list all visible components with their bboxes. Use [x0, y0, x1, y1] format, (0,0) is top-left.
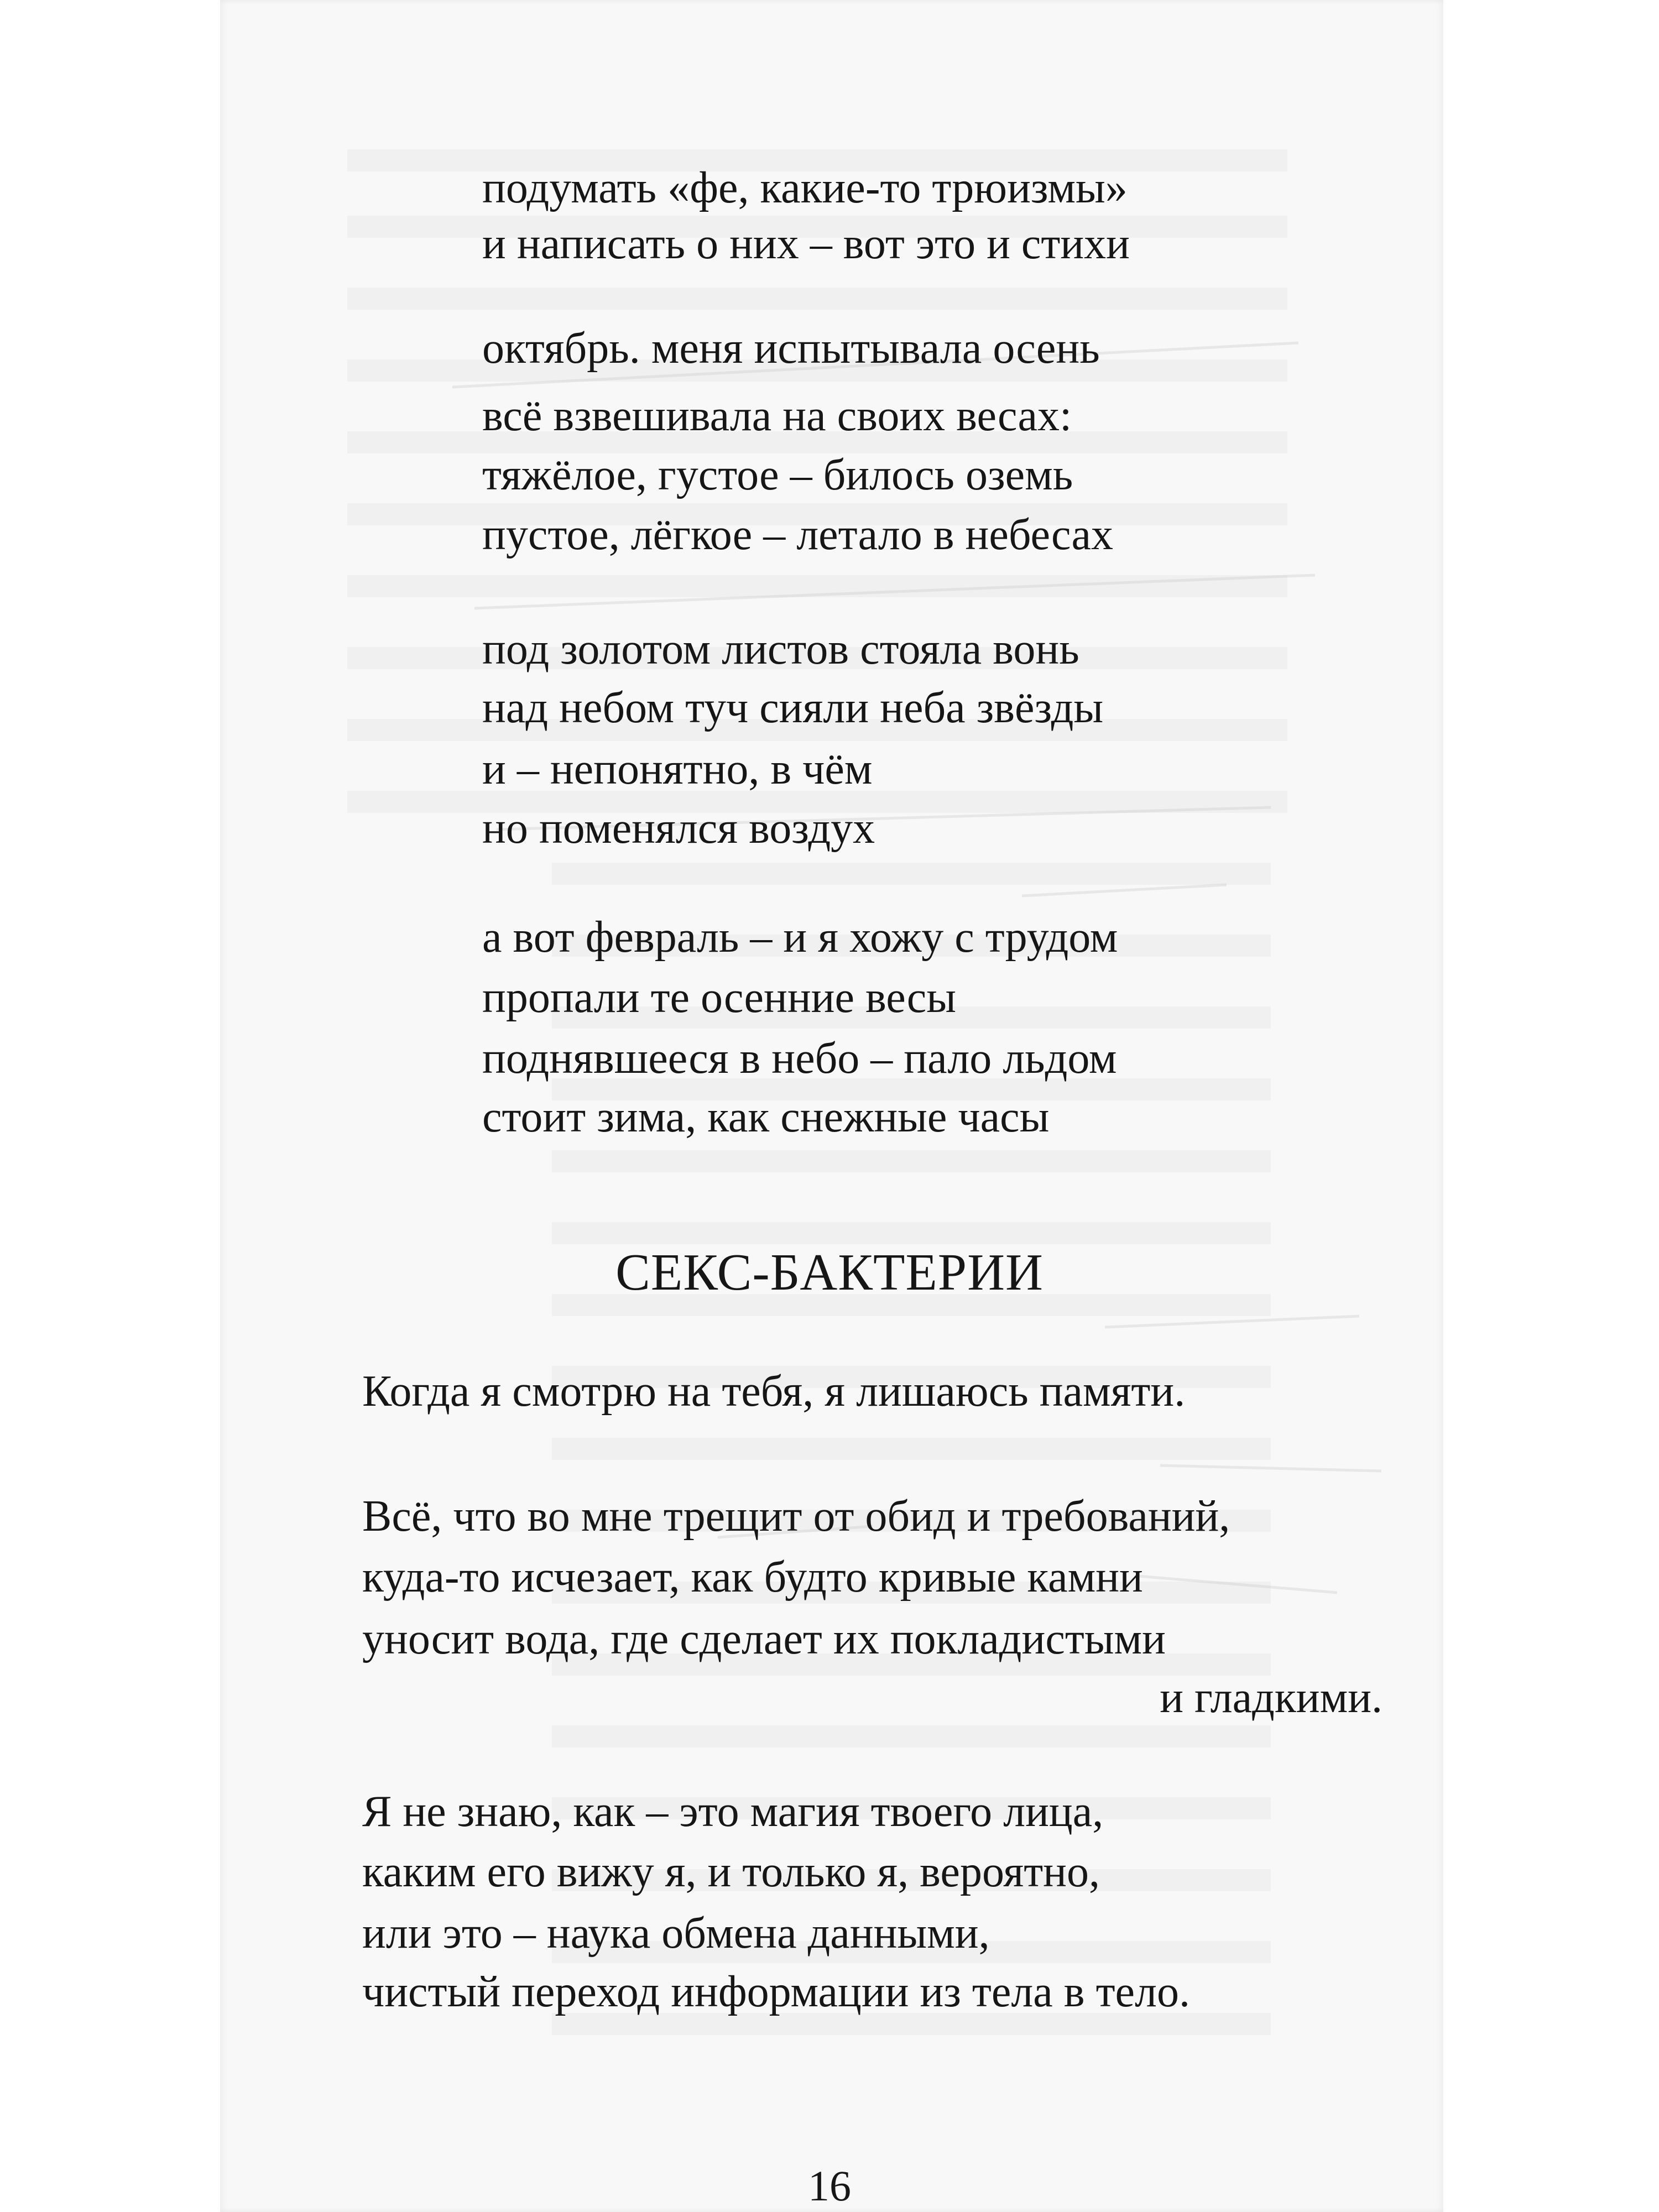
poem-line: и гладкими.: [1160, 1673, 1383, 1722]
poem-line: Всё, что во мне трещит от обид и требований,: [362, 1492, 1230, 1541]
poem-line: октябрь. меня испытывала осень: [482, 324, 1100, 373]
poem-line: и написать о них – вот это и стихи: [482, 220, 1130, 268]
poem-line: над небом туч сияли неба звёзды: [482, 684, 1104, 732]
poem-line: уносит вода, где сделает их покладистыми: [362, 1615, 1166, 1663]
poem-line: пропали те осенние весы: [482, 973, 957, 1022]
poem-line: Я не знаю, как – это магия твоего лица,: [362, 1787, 1104, 1836]
poem-line: подумать «фе, какие-то трюизмы»: [482, 164, 1128, 212]
poem-line: стоит зима, как снежные часы: [482, 1093, 1050, 1141]
poem-line: каким его вижу я, и только я, вероятно,: [362, 1848, 1100, 1896]
poem-line: но поменялся воздух: [482, 804, 875, 853]
poem-line: поднявшееся в небо – пало льдом: [482, 1034, 1117, 1083]
poem-line: и – непонятно, в чём: [482, 745, 873, 794]
poem-line: Когда я смотрю на тебя, я лишаюсь памяти.: [362, 1367, 1186, 1416]
poem-line: чистый переход информации из тела в тело.: [362, 1968, 1190, 2016]
poem-line: всё взвешивала на своих весах:: [482, 392, 1072, 440]
poem-line: пустое, лёгкое – летало в небесах: [482, 510, 1113, 559]
poem-line: под золотом листов стояла вонь: [482, 625, 1079, 674]
poem-line: а вот февраль – и я хожу с трудом: [482, 913, 1118, 962]
poem-line: тяжёлое, густое – билось оземь: [482, 451, 1073, 499]
poem-title: СЕКС-БАКТЕРИИ: [615, 1244, 1044, 1301]
page-number: 16: [808, 2162, 851, 2210]
poem-line: куда-то исчезает, как будто кривые камни: [362, 1553, 1143, 1601]
poem-line: или это – наука обмена данными,: [362, 1909, 990, 1958]
